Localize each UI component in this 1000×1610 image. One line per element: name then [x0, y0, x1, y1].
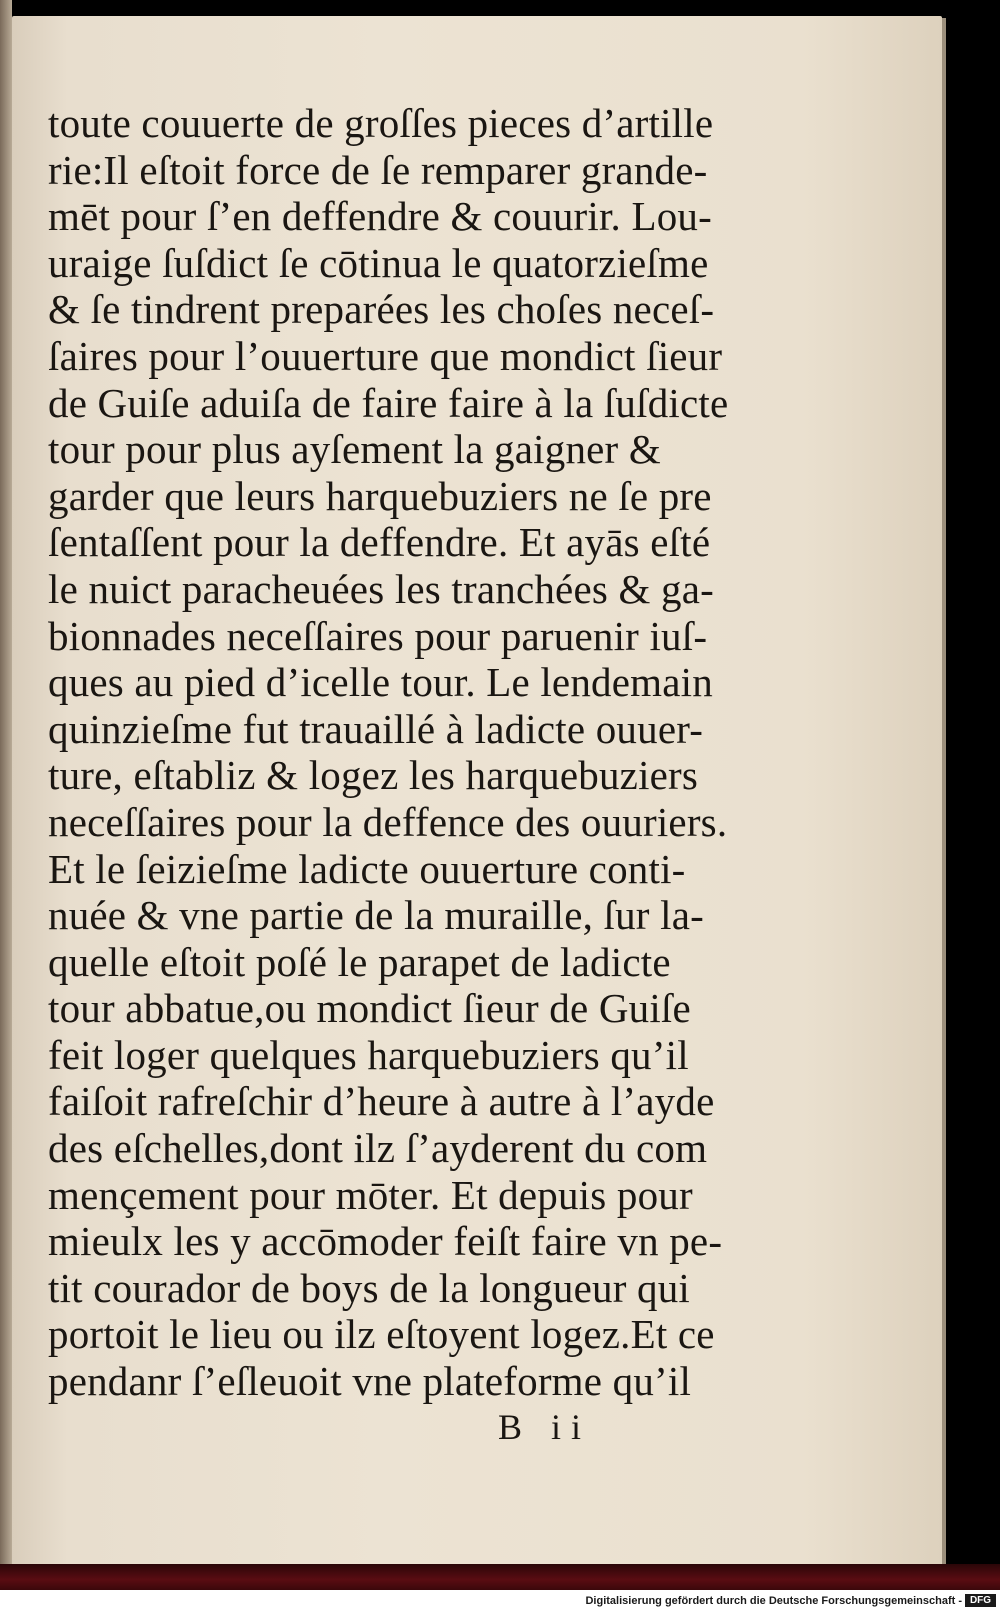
- text-line: & ſe tindrent preparées les choſes neceſ-: [48, 286, 715, 333]
- text-line: quinzieſme fut trauaillé à ladicte ouuer-: [48, 705, 704, 752]
- text-line: nuée & vne partie de la muraille, ſur la-: [48, 892, 704, 939]
- text-line: rie:Il eſtoit force de ſe remparer grande-: [48, 146, 708, 193]
- text-line: Et le ſeizieſme ladicte ouuerture conti-: [48, 845, 686, 892]
- right-page-edge: [942, 18, 946, 1568]
- text-line: pendanr ſ’eſleuoit vne plateforme qu’il: [48, 1358, 692, 1405]
- text-line: faiſoit rafreſchir d’heure à autre à l’ayde: [48, 1078, 715, 1125]
- page-text: [48, 100, 748, 1405]
- text-line: ſaires pour l’ouuerture que mondict ſieur: [48, 332, 723, 379]
- text-line: tour abbatue,ou mondict ſieur de Guiſe: [48, 985, 691, 1032]
- text-line: ſentaſſent pour la deffendre. Et ayās eſté: [48, 519, 711, 566]
- text-line: quelle eſtoit poſé le parapet de ladicte: [48, 938, 671, 985]
- text-line: bionnades neceſſaires pour paruenir iuſ-: [48, 612, 708, 659]
- text-line: mençement pour mōter. Et depuis pour: [48, 1171, 693, 1218]
- signature-mark: B ii: [498, 1407, 592, 1447]
- text-line: des eſchelles,dont ilz ſ’ayderent du com: [48, 1125, 708, 1172]
- binding-edge: [0, 1564, 1000, 1590]
- text-line: garder que leurs harquebuziers ne ſe pre: [48, 472, 712, 519]
- text-line: mēt pour ſ’en deffendre & couurir. Lou-: [48, 193, 712, 240]
- text-line: de Guiſe aduiſa de faire faire à la ſuſdicte: [48, 379, 729, 426]
- text-line: uraige ſuſdict ſe cōtinua le quatorzieſme: [48, 239, 709, 286]
- text-line: ques au pied d’icelle tour. Le lendemain: [48, 659, 713, 706]
- text-line: portoit le lieu ou ilz eſtoyent logez.Et ce: [48, 1311, 715, 1358]
- funding-notice: Digitalisierung gefördert durch die Deutsche Forschungsgemeinschaft -: [585, 1595, 962, 1607]
- text-line: feit loger quelques harquebuziers qu’il: [48, 1031, 689, 1078]
- dfg-logo-icon: DFG: [965, 1594, 996, 1607]
- text-line: neceſſaires pour la deffence des ouuriers.: [48, 798, 728, 845]
- text-line: le nuict paracheuées les tranchées & ga-: [48, 565, 714, 612]
- text-line: tour pour plus ayſement la gaigner &: [48, 426, 661, 473]
- text-line: toute couuerte de groſſes pieces d’artille: [48, 100, 714, 146]
- text-line: ture, eſtabliz & logez les harquebuziers: [48, 752, 699, 799]
- text-line: tit courador de boys de la longueur qui: [48, 1264, 690, 1311]
- left-leaf-edge: [0, 0, 12, 1590]
- text-line: mieulx les y accōmoder feiſt faire vn pe-: [48, 1218, 723, 1265]
